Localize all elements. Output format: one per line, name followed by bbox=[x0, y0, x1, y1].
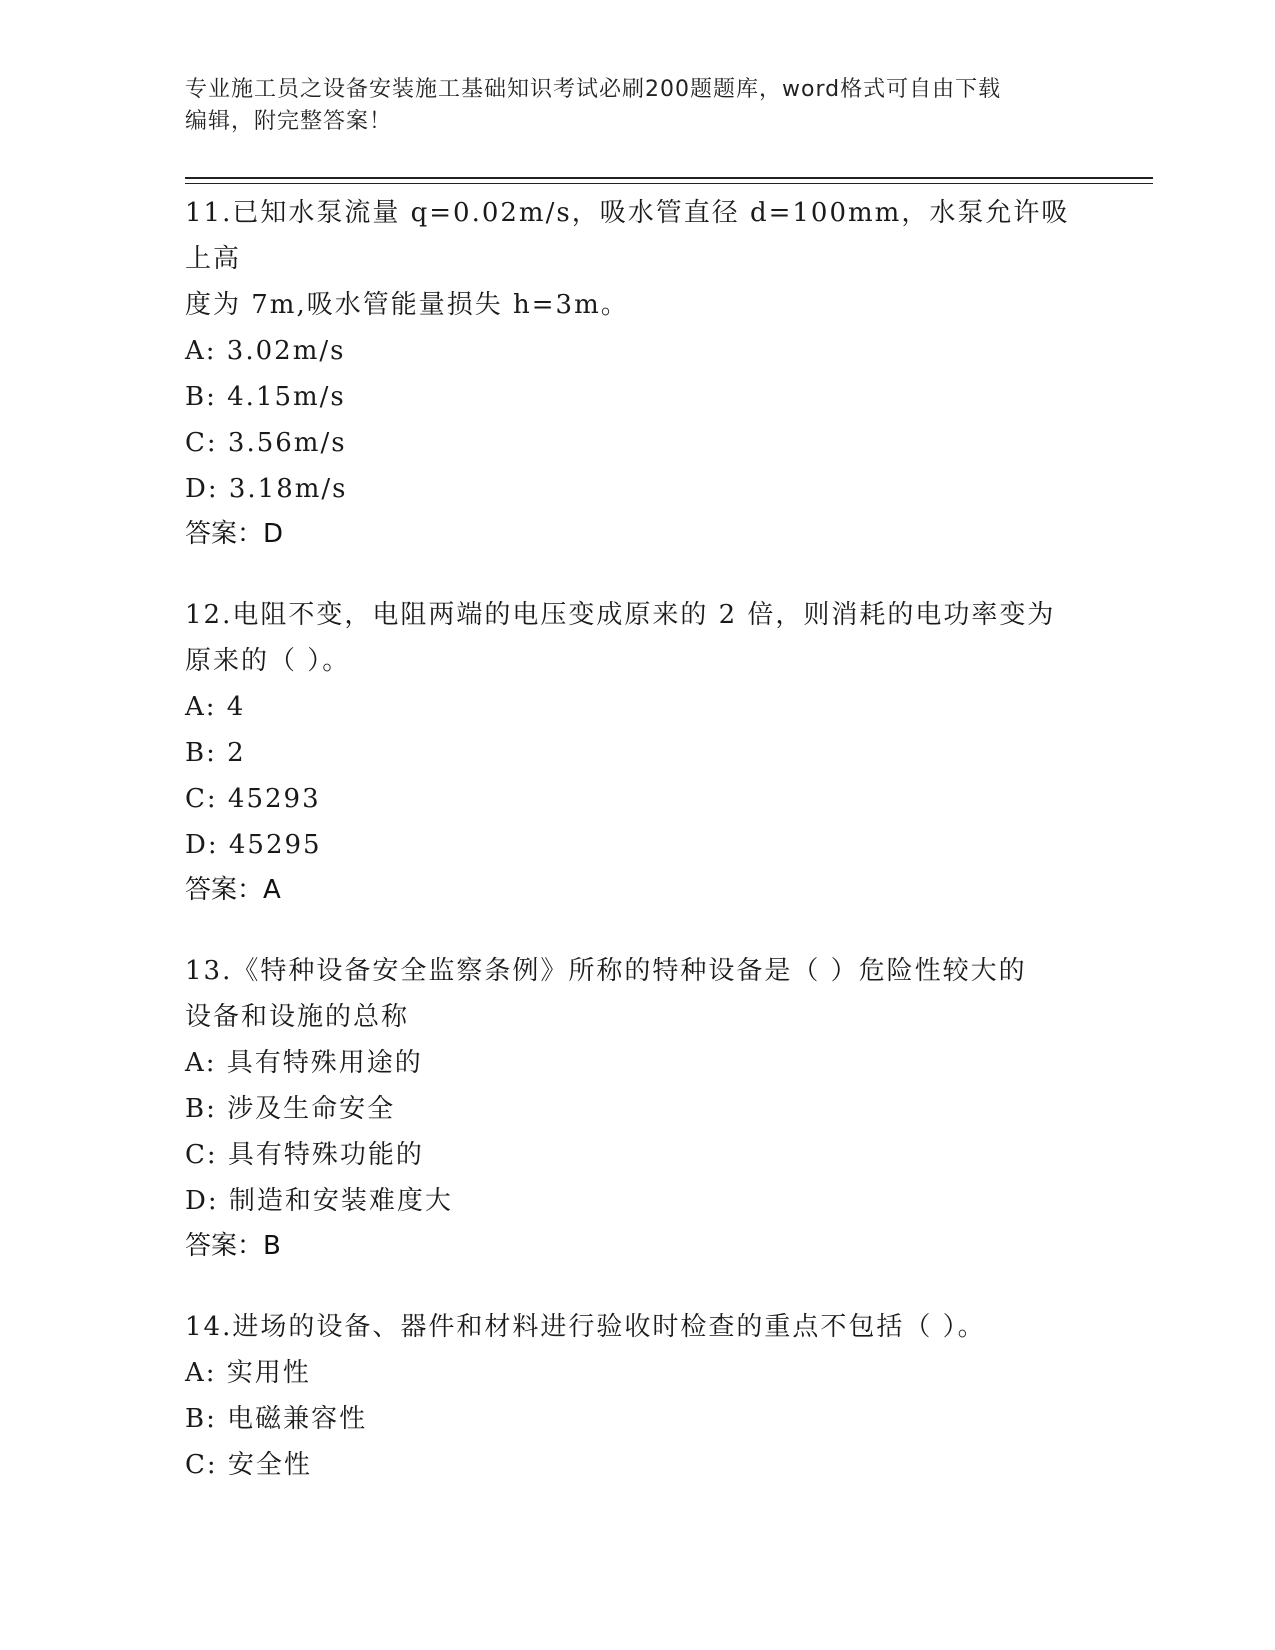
option-c: C: 3.56m/s bbox=[185, 428, 347, 458]
option-c: C: 安全性 bbox=[185, 1450, 312, 1480]
question-list bbox=[185, 190, 1085, 1524]
header-divider-thin bbox=[185, 183, 1153, 184]
option-a: A: 3.02m/s bbox=[185, 336, 346, 366]
question-12 bbox=[185, 592, 1085, 912]
option-c: C: 具有特殊功能的 bbox=[185, 1140, 424, 1170]
option-a: A: 实用性 bbox=[185, 1358, 311, 1388]
option-a: A: 4 bbox=[185, 692, 246, 722]
option-b: B: 2 bbox=[185, 738, 246, 768]
question-13 bbox=[185, 948, 1085, 1268]
question-stem-continued: 度为 7m,吸水管能量损失 h=3m。 bbox=[185, 290, 629, 320]
option-d: D: 制造和安装难度大 bbox=[185, 1186, 453, 1216]
answer-line: 答案：B bbox=[185, 1231, 281, 1261]
answer-line: 答案：A bbox=[185, 875, 281, 905]
option-a: A: 具有特殊用途的 bbox=[185, 1048, 423, 1078]
question-stem-continued: 原来的（ ）。 bbox=[185, 646, 351, 676]
option-b: B: 4.15m/s bbox=[185, 382, 346, 412]
option-b: B: 电磁兼容性 bbox=[185, 1404, 368, 1434]
question-stem: 11.已知水泵流量 q=0.02m/s，吸水管直径 d=100mm，水泵允许吸上高 bbox=[185, 198, 1070, 274]
document-header bbox=[185, 74, 1065, 138]
option-d: D: 45295 bbox=[185, 830, 322, 860]
question-stem: 13.《特种设备安全监察条例》所称的特种设备是（ ）危险性较大的 bbox=[185, 956, 1027, 986]
option-d: D: 3.18m/s bbox=[185, 474, 348, 504]
header-divider-thick bbox=[185, 177, 1153, 179]
header-line-2: 编辑，附完整答案！ bbox=[185, 109, 393, 134]
option-c: C: 45293 bbox=[185, 784, 321, 814]
answer-line: 答案：D bbox=[185, 519, 284, 549]
option-b: B: 涉及生命安全 bbox=[185, 1094, 396, 1124]
question-11 bbox=[185, 190, 1085, 556]
question-stem: 14.进场的设备、器件和材料进行验收时检查的重点不包括（ ）。 bbox=[185, 1312, 986, 1342]
header-line-1: 专业施工员之设备安装施工基础知识考试必刷200题题库，word格式可自由下载 bbox=[185, 77, 1002, 102]
question-stem: 12.电阻不变，电阻两端的电压变成原来的 2 倍，则消耗的电功率变为 bbox=[185, 600, 1056, 630]
question-stem-continued: 设备和设施的总称 bbox=[185, 1002, 410, 1032]
question-14 bbox=[185, 1304, 1085, 1488]
